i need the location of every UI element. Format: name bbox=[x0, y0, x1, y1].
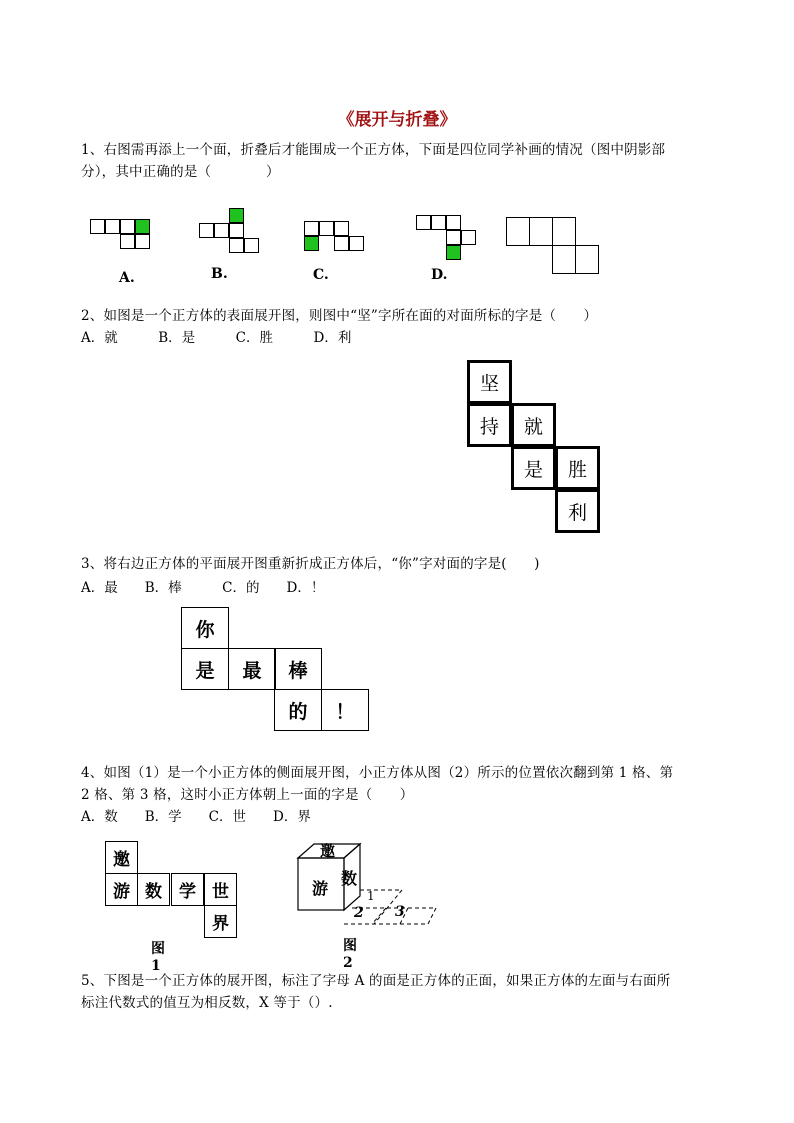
question-5-line-2: 标注代数式的值互为相反数，X 等于（）. bbox=[81, 995, 333, 1011]
net-a-shaded-cell bbox=[135, 219, 150, 234]
question-5-line-1: 5、下图是一个正方体的展开图，标注了字母 A 的面是正方体的正面，如果正方体的左面与右面所 bbox=[81, 973, 671, 989]
question-4-options: A．数 B．学 C．世 D．界 bbox=[81, 809, 311, 825]
net-cell: 邀 bbox=[105, 841, 138, 874]
net-d-cell bbox=[446, 215, 461, 230]
net-cell: 的 bbox=[274, 689, 322, 731]
net-a-cell bbox=[135, 234, 150, 249]
net-b-cell bbox=[214, 223, 229, 238]
question-5-text bbox=[81, 970, 681, 1014]
net-c-cell bbox=[319, 221, 334, 236]
question-4-text bbox=[81, 762, 681, 806]
net-d-cell bbox=[461, 230, 476, 245]
net-cell: 棒 bbox=[274, 648, 322, 690]
question-3-options: A．最 B．棒 C．的 D．！ bbox=[81, 580, 325, 596]
net-cell: 界 bbox=[204, 905, 237, 938]
cube-front-label: 游 bbox=[312, 879, 329, 898]
net-cell: 就 bbox=[511, 403, 556, 447]
page-title: 《展开与折叠》 bbox=[337, 110, 457, 130]
net-b-cell bbox=[244, 238, 259, 253]
net-c-cell bbox=[334, 221, 349, 236]
question-1-text bbox=[81, 139, 681, 183]
net-b-cell bbox=[229, 223, 244, 238]
net-cell: 学 bbox=[171, 873, 204, 906]
option-b-label: B. bbox=[211, 266, 228, 282]
net-cell: 数 bbox=[137, 873, 170, 906]
option-d-label: D. bbox=[431, 267, 448, 283]
net-b-cell bbox=[199, 223, 214, 238]
figure-1-caption: 图1 bbox=[151, 941, 165, 974]
reference-net-cell bbox=[552, 245, 576, 274]
option-a-label: A. bbox=[119, 270, 135, 286]
grid-cell-2-label: 2 bbox=[354, 905, 364, 921]
question-2-options: A．就 B．是 C．胜 D．利 bbox=[81, 330, 352, 346]
cube-top-label: 邀 bbox=[320, 842, 336, 860]
reference-net-cell bbox=[506, 217, 530, 246]
net-d-cell bbox=[446, 230, 461, 245]
question-2-text: 2、如图是一个正方体的表面展开图，则图中“坚”字所在面的对面所标的字是（ ） bbox=[81, 308, 598, 324]
net-cell: 胜 bbox=[555, 446, 600, 490]
question-4-line-2: 2 格、第 3 格，这时小正方体朝上一面的字是（ ） bbox=[81, 787, 414, 803]
net-d-cell bbox=[416, 215, 431, 230]
net-c-cell bbox=[304, 221, 319, 236]
net-cell: 最 bbox=[228, 648, 276, 690]
net-cell: 持 bbox=[467, 403, 512, 447]
grid-cell-1-label: 1 bbox=[367, 889, 375, 903]
net-a-cell bbox=[120, 219, 135, 234]
question-1-line-1: 1、右图需再添上一个面，折叠后才能围成一个正方体，下面是四位同学补画的情况（图中阴影部 bbox=[81, 142, 666, 158]
question-4-line-1: 4、如图（1）是一个小正方体的侧面展开图，小正方体从图（2）所示的位置依次翻到第 1 格、第 bbox=[81, 765, 674, 781]
net-c-shaded-cell bbox=[304, 236, 319, 251]
net-c-cell bbox=[349, 236, 364, 251]
net-a-cell bbox=[90, 219, 105, 234]
cube-right-label: 数 bbox=[341, 869, 358, 888]
reference-net-cell bbox=[552, 217, 576, 246]
net-a-cell bbox=[120, 234, 135, 249]
question-3-text: 3、将右边正方体的平面展开图重新折成正方体后，“你”字对面的字是( ) bbox=[81, 556, 540, 572]
net-cell: 利 bbox=[555, 489, 600, 533]
net-cell: 你 bbox=[181, 607, 229, 649]
net-cell: 是 bbox=[511, 446, 556, 490]
reference-net-cell bbox=[529, 217, 553, 246]
grid-cell-3-label: 3 bbox=[395, 904, 405, 920]
question-1-line-2: 分），其中正确的是（ ） bbox=[81, 164, 280, 180]
net-b-shaded-cell bbox=[229, 208, 244, 223]
net-cell: 游 bbox=[105, 873, 138, 906]
net-b-cell bbox=[229, 238, 244, 253]
net-a-cell bbox=[105, 219, 120, 234]
net-cell: 坚 bbox=[467, 360, 512, 404]
net-d-shaded-cell bbox=[446, 245, 461, 260]
net-d-cell bbox=[431, 215, 446, 230]
option-c-label: C. bbox=[313, 267, 329, 283]
net-cell: 世 bbox=[204, 873, 237, 906]
figure-2-caption: 图2 bbox=[343, 938, 357, 971]
net-c-cell bbox=[334, 236, 349, 251]
net-cell: 是 bbox=[181, 648, 229, 690]
net-cell: ！ bbox=[321, 689, 369, 731]
reference-net-cell bbox=[575, 245, 599, 274]
